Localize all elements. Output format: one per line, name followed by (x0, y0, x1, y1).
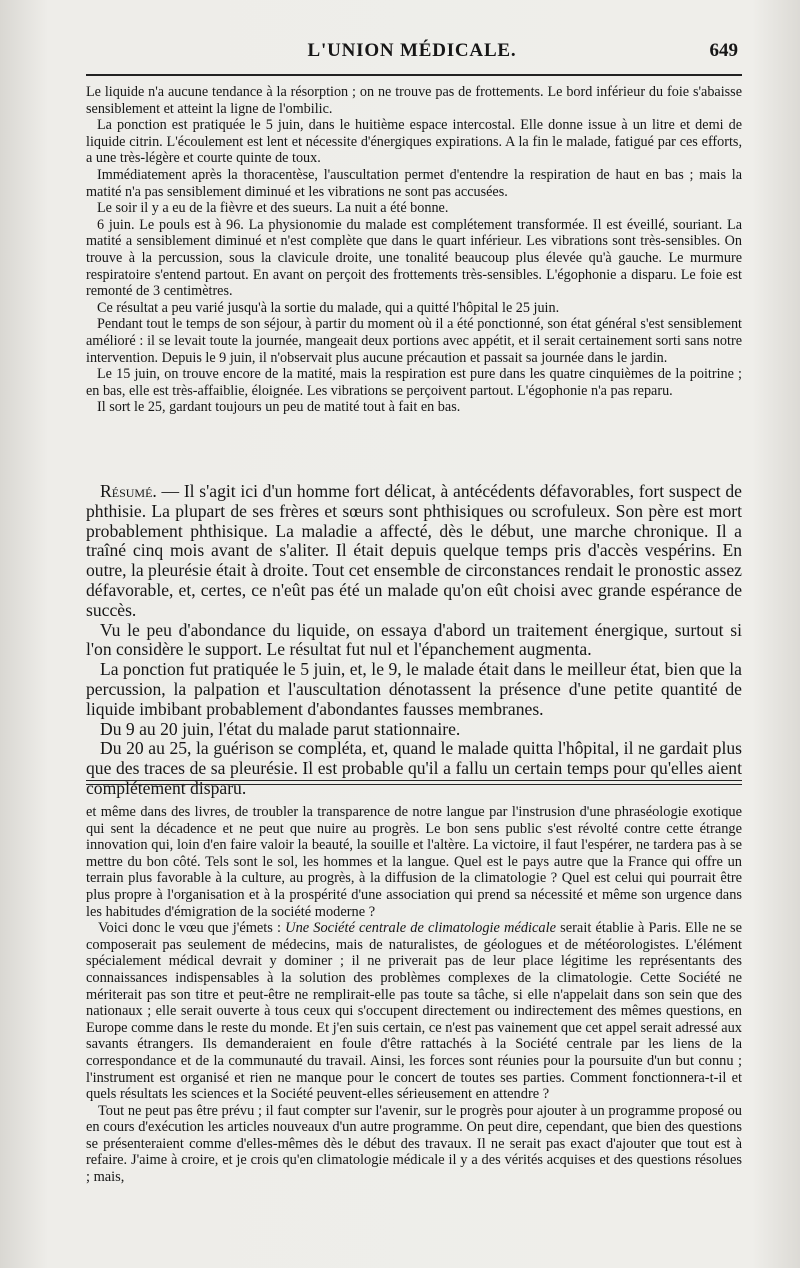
summary-text: — Il s'agit ici d'un homme fort délicat, à antécédents défavorables, fort suspect de phthisie. La plupart de ses frères et sœurs sont phthisiques ou scrofuleux. Son père est mort probablement phthisique. La maladie a affecté, dès le début, une marche chronique. Il a traîné cinq mois avant de s'aliter. Il était depuis quelque temps pris d'accès vespérins. En outre, la pleurésie était à droite. Tout cet ensemble de circonstances rendait le pronostic assez défavorable, et, certes, ce n'eût pas été un malade qu'on eût choisi avec grande espérance de succès. (86, 481, 742, 620)
paragraph: Il sort le 25, gardant toujours un peu de matité tout à fait en bas. (97, 399, 461, 416)
case-report-section (86, 84, 742, 416)
paragraph: 6 juin. Le pouls est à 96. La physionomie du malade est complétement transformée. Il est éveillé, souriant. La matité a sensiblement diminué et n'est complète que dans le quart inférieur. Les vibrations sont très-sensibles. On trouve à la percussion, sous la clavicule droite, une tonalité beaucoup plus élevée qu'à gauche. Le murmure respiratoire s'entend partout. En avant on perçoit des frottements très-sensibles. L'égophonie a disparu. Le foie est remonté de 3 centimètres. (86, 216, 742, 300)
summary-lead: Résumé. (100, 481, 157, 501)
section-divider (86, 780, 742, 781)
paragraph: et même dans des livres, de troubler la transparence de notre langue par l'instrusion d'une phraséologie exotique qui sent la décadence et ne peut que nuire au progrès. Le bon sens public s'est révolté contre cette étrange innovation qui, loin d'en faire valoir la beauté, la souille et l'altère. La victoire, il faut l'espérer, ne tardera pas à se mettre du bon côté. Tels sont le sol, les hommes et la langue. Quel est le pays autre que la France qui offre un terrain plus favorable à la culture, au progrès, à la diffusion de la climatologie ? Quel est celui qui pourrait être plus propre à l'organisation et à la prospérité d'une association qui prend sa nécessité et même son urgence dans les habitudes d'émigration de la société moderne ? (86, 804, 742, 920)
page-number: 649 (709, 40, 738, 61)
italic-title: Une Société centrale de climatologie médicale (285, 920, 557, 937)
feuilleton-section (86, 804, 742, 1186)
paragraph: Immédiatement après la thoracentèse, l'auscultation permet d'entendre la respiration de haut en bas ; mais la matité n'a pas sensiblement diminué et les vibrations ne sont pas accusées. (86, 166, 742, 200)
paragraph (86, 920, 742, 1103)
paragraph: La ponction est pratiquée le 5 juin, dans le huitième espace intercostal. Elle donne issue à un litre et demi de liquide citrin. L'écoulement est lent et nécessite d'énergiques expirations. A la fin le malade, fatigué par ces efforts, a une très-légère et courte quinte de toux. (86, 117, 742, 167)
paragraph: Vu le peu d'abondance du liquide, on essaya d'abord un traitement énergique, surtout si l'on considère le support. Le résultat fut nul et l'épanchement augmenta. (86, 619, 742, 660)
summary-section (86, 482, 742, 799)
journal-title: L'UNION MÉDICALE. (307, 40, 517, 61)
text-run: serait établie à Paris. Elle ne se composerait pas seulement de médecins, mais de naturalistes, de géologues et de météorologistes. L'élément spécialement médical devrait y dominer ; il ne priverait pas de leur place légitime les représentants des connaissances indispensables à la solution des problèmes complexes de la climatologie. Cette Société ne mériterait pas son titre et peut-être ne remplirait-elle pas toute sa tâche, si elle n'appelait dans son sein que des nationaux ; elle serait ouverte à tous ceux qui s'occupent directement ou indirectement des mêmes questions, en Europe comme dans le reste du monde. Et j'en suis certain, ce n'est pas vainement que cet appel serait adressé aux savants étrangers. Ils demanderaient en foule d'être rattachés à la Société centrale par les liens de la correspondance et de la communauté du travail. Ainsi, les forces sont réunies pour la poursuite d'un but connu ; l'instrument est organisé et rien ne manque pour le concert de toutes ses parties. Comment fonctionnera-t-il et quels résultats les sciences et la Société peuvent-elles sérieusement en attendre ? (86, 920, 743, 1103)
summary-paragraph (86, 482, 742, 621)
paragraph: Ce résultat a peu varié jusqu'à la sortie du malade, qui a quitté l'hôpital le 25 juin. (97, 299, 560, 316)
paragraph: Le liquide n'a aucune tendance à la résorption ; on ne trouve pas de frottements. Le bord inférieur du foie s'abaisse sensiblement et atteint la ligne de l'ombilic. (86, 84, 742, 117)
paragraph: Le soir il y a eu de la fièvre et des sueurs. La nuit a été bonne. (97, 200, 449, 217)
header-rule (86, 74, 742, 76)
running-header (82, 40, 742, 70)
paragraph: La ponction fut pratiquée le 5 juin, et, le 9, le malade était dans le meilleur état, bien que la percussion, la palpation et l'auscultation dénotassent la présence d'une petite quantité de liquide imbibant probablement d'abondantes fausses membranes. (86, 659, 742, 719)
paragraph: Le 15 juin, on trouve encore de la matité, mais la respiration est pure dans les quatre cinquièmes de la poitrine ; en bas, elle est très-affaiblie, éloignée. Les vibrations se perçoivent partout. L'égophonie n'a pas reparu. (86, 366, 742, 399)
section-divider (86, 784, 742, 785)
paragraph: Pendant tout le temps de son séjour, à partir du moment où il a été ponctionné, son état général s'est sensiblement amélioré : il se levait toute la journée, mangeait deux portions avec appétit, et il serait certainement sorti sans notre intervention. Depuis le 9 juin, il n'observait plus aucune précaution et passait sa journée dans le jardin. (86, 316, 742, 366)
paragraph: Tout ne peut pas être prévu ; il faut compter sur l'avenir, sur le progrès pour ajouter à un programme proposé ou en cours d'exécution les articles nouveaux d'un autre programme. On peut dire, cependant, que bien des questions se présenteraient comme d'elles-mêmes dès le début des travaux. Il ne serait pas exact d'ajouter que tout est à refaire. J'aime à croire, et je crois qu'en climatologie médicale il y a des vérités acquises et des questions résolues ; mais, (86, 1102, 742, 1186)
text-run: Voici donc le vœu que j'émets : (98, 920, 286, 937)
paragraph: Du 20 au 25, la guérison se compléta, et, quand le malade quitta l'hôpital, il ne gardait plus que des traces de sa pleurésie. Il est probable qu'il a fallu un certain temps pour qu'elles aient complétement disparu. (86, 738, 742, 798)
paragraph: Du 9 au 20 juin, l'état du malade parut stationnaire. (100, 718, 461, 739)
